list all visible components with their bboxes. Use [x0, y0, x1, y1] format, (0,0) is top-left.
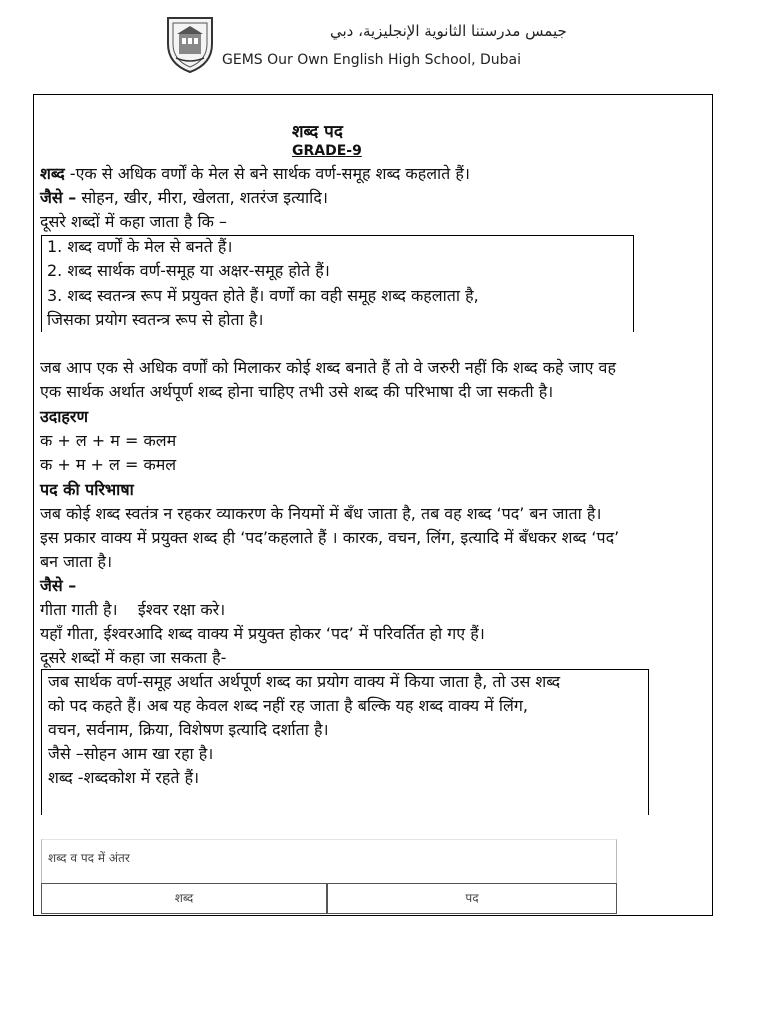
example-sentences: गीता गाती है। ईश्वर रक्षा करे। [40, 600, 226, 619]
table-caption: शब्द व पद में अंतर [48, 851, 130, 865]
point-3: 3. शब्द स्वतन्त्र रूप में प्रयुक्त होते हैं। वर्णों का वही समूह शब्द कहलाता है, [47, 286, 479, 305]
school-name-english: GEMS Our Own English High School, Dubai [222, 52, 522, 68]
table-header-pad: पद [327, 883, 617, 914]
intro-line-1: दूसरे शब्दों में कहा जाता है कि – [40, 212, 228, 231]
shabd-term: शब्द [40, 164, 65, 183]
pad-line-1: जब कोई शब्द स्वतंत्र न रहकर व्याकरण के नियमों में बँध जाता है, तब वह शब्द ‘पद’ बन जाता है। [40, 504, 602, 523]
pad-line-3: बन जाता है। [40, 552, 113, 571]
table-caption-cell [41, 839, 617, 884]
intro-line-2: दूसरे शब्दों में कहा जा सकता है- [40, 648, 227, 667]
grade-label: GRADE-9 [292, 143, 362, 159]
difference-table [41, 839, 616, 913]
jaise-term-1: जैसे – [40, 188, 77, 207]
shabd-definition [40, 163, 470, 185]
page-title: शब्द पद [292, 122, 343, 142]
summary-line-4: जैसे –सोहन आम खा रहा है। [48, 744, 214, 763]
point-2: 2. शब्द सार्थक वर्ण-समूह या अक्षर-समूह होते हैं। [47, 261, 330, 280]
summary-line-5: शब्द -शब्दकोश में रहते हैं। [48, 768, 200, 787]
points-box [41, 235, 634, 332]
summary-line-3: वचन, सर्वनाम, क्रिया, विशेषण इत्यादि दर्शाता है। [48, 720, 329, 739]
pad-heading: पद की परिभाषा [40, 480, 134, 499]
point-1: 1. शब्द वर्णों के मेल से बनते हैं। [47, 237, 233, 256]
paragraph-1-line-2: एक सार्थक अर्थात अर्थपूर्ण शब्द होना चाहिए तभी उसे शब्द की परिभाषा दी जा सकती है। [40, 382, 554, 401]
point-3-continued: जिसका प्रयोग स्वतन्त्र रूप से होता है। [47, 310, 264, 329]
school-name-arabic: جيمس مدرستنا الثانوية الإنجليزية، دبي [330, 22, 567, 40]
jaise-heading-2: जैसे – [40, 576, 77, 595]
example-kalam: क + ल + म = कलम [40, 431, 177, 450]
summary-line-1: जब सार्थक वर्ण-समूह अर्थात अर्थपूर्ण शब्द का प्रयोग वाक्य में किया जाता है, तो उस शब्द [48, 672, 561, 691]
example-words-1: सोहन, खीर, मीरा, खेलता, शतरंज इत्यादि। [76, 188, 328, 207]
paragraph-1-line-1: जब आप एक से अधिक वर्णों को मिलाकर कोई शब्द बनाते हैं तो वे जरुरी नहीं कि शब्द कहे जाए वह [40, 358, 616, 377]
summary-line-2: को पद कहते हैं। अब यह केवल शब्द नहीं रह जाता है बल्कि यह शब्द वाक्य में लिंग, [48, 696, 528, 715]
shabd-definition-text: -एक से अधिक वर्णों के मेल से बने सार्थक वर्ण-समूह शब्द कहलाते हैं। [64, 164, 470, 183]
school-header [108, 12, 567, 78]
udaharan-heading: उदाहरण [40, 407, 89, 426]
summary-box [41, 669, 649, 815]
example-explanation: यहाँ गीता, ईश्वरआदि शब्द वाक्य में प्रयुक्त होकर ‘पद’ में परिवर्तित हो गए हैं। [40, 624, 485, 643]
pad-line-2: इस प्रकार वाक्य में प्रयुक्त शब्द ही ‘पद’कहलाते हैं । कारक, वचन, लिंग, इत्यादि में बँधकर शब्द ‘पद’ [40, 528, 620, 547]
table-header-shabd: शब्द [41, 883, 327, 914]
school-crest-icon [164, 14, 216, 74]
example-line-1 [40, 187, 328, 209]
example-kamal: क + म + ल = कमल [40, 455, 177, 474]
